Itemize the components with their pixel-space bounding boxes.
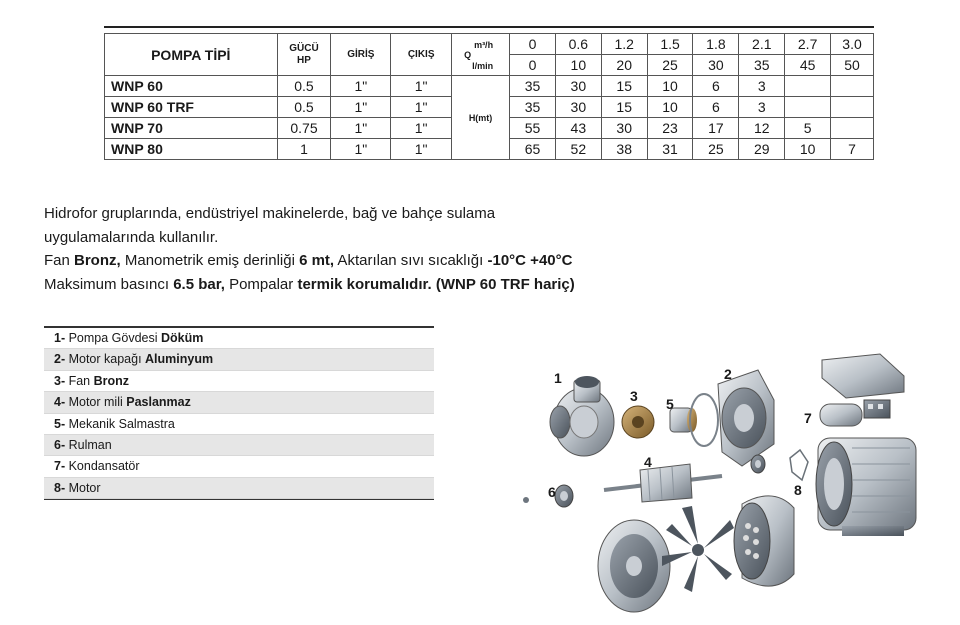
desc-bold: 6 mt,	[299, 252, 335, 269]
desc-bold: termik korumalıdır.	[297, 275, 432, 293]
head-value: 30	[601, 118, 647, 139]
part-number: 8-	[54, 480, 66, 495]
gasket-part	[790, 450, 808, 480]
cooling-fan-part	[662, 506, 734, 592]
fan-cover-part	[734, 496, 794, 586]
pump-exploded-view	[512, 340, 932, 620]
head-value: 10	[785, 139, 831, 160]
part-material: Aluminyum	[145, 352, 214, 367]
desc-text: Pompalar	[224, 275, 298, 293]
head-value: 25	[693, 139, 739, 160]
part-name: Pompa Gövdesi	[65, 331, 162, 345]
head-label: H(mt)	[452, 76, 510, 160]
outlet-value: 1"	[391, 97, 452, 118]
table-top-rule	[104, 26, 874, 28]
head-value: 17	[693, 118, 739, 139]
part-number: 2-	[54, 352, 66, 367]
header-inlet: GİRİŞ	[331, 34, 391, 76]
power-value: 0.5	[277, 97, 331, 118]
inlet-value: 1"	[331, 118, 391, 139]
head-value: 3	[739, 76, 785, 97]
head-value: 30	[555, 97, 601, 118]
desc-line-4	[44, 273, 575, 297]
pump-body-part	[550, 376, 614, 456]
head-value: 38	[601, 139, 647, 160]
header-outlet: ÇIKIŞ	[391, 34, 452, 76]
head-value: 29	[739, 139, 785, 160]
header-flow-units	[452, 34, 510, 76]
rotor-shaft-part	[604, 464, 722, 502]
flow-lmin-cell: 25	[647, 55, 693, 76]
list-item	[44, 414, 434, 435]
desc-bold: (WNP 60 TRF hariç)	[431, 275, 575, 293]
part-name: Motor mili	[65, 395, 127, 410]
flow-lmin-cell: 45	[785, 55, 831, 76]
desc-line-2: uygulamalarında kullanılır.	[44, 228, 219, 246]
part-name: Mekanik Salmastra	[65, 416, 175, 431]
head-value: 15	[601, 97, 647, 118]
motor-housing-part	[816, 438, 916, 536]
flow-m3h-cell: 1.5	[647, 34, 693, 55]
desc-text: Manometrik emiş derinliği	[120, 252, 300, 269]
model-name: WNP 60 TRF	[105, 97, 278, 118]
head-value: 43	[555, 118, 601, 139]
desc-text: Maksimum basıncı	[44, 275, 174, 293]
desc-bold: 6.5 bar,	[173, 275, 225, 293]
part-material: Döküm	[161, 331, 204, 345]
flow-symbol-q: Q	[464, 49, 472, 60]
part-number: 3-	[54, 373, 66, 388]
part-material: Paslanmaz	[126, 395, 191, 410]
head-value: 3	[739, 97, 785, 118]
head-value	[785, 76, 831, 97]
head-value: 10	[647, 76, 693, 97]
head-value: 23	[647, 118, 693, 139]
list-item	[44, 349, 434, 370]
power-value: 0.75	[277, 118, 331, 139]
flow-lmin-cell: 30	[693, 55, 739, 76]
spec-table	[104, 33, 874, 160]
flow-m3h-cell: 2.1	[739, 34, 785, 55]
bearing-part	[751, 455, 765, 473]
flow-m3h-cell: 1.8	[693, 34, 739, 55]
part-number: 5-	[54, 416, 66, 431]
part-number: 6-	[54, 437, 66, 452]
head-value: 5	[785, 118, 831, 139]
list-item	[44, 328, 434, 349]
part-label-6: 6	[548, 484, 556, 500]
terminal-box-cover-part	[822, 354, 904, 398]
model-name: WNP 80	[105, 139, 278, 160]
inlet-value: 1"	[331, 139, 391, 160]
flow-unit-lmin: l/min	[472, 60, 494, 71]
part-number: 1-	[54, 331, 66, 345]
head-value: 35	[510, 97, 556, 118]
head-value: 10	[647, 97, 693, 118]
power-value: 0.5	[277, 76, 331, 97]
model-name: WNP 70	[105, 118, 278, 139]
flow-m3h-cell: 2.7	[785, 34, 831, 55]
head-value: 65	[510, 139, 556, 160]
list-item	[44, 371, 434, 392]
flow-lmin-cell: 35	[739, 55, 785, 76]
head-value: 6	[693, 76, 739, 97]
part-label-3: 3	[630, 388, 638, 404]
outlet-value: 1"	[391, 139, 452, 160]
bearing-6-part	[555, 485, 573, 507]
head-value: 6	[693, 97, 739, 118]
inlet-value: 1"	[331, 76, 391, 97]
part-label-2: 2	[724, 366, 732, 382]
desc-line-1: Hidrofor gruplarında, endüstriyel makinelerde, bağ ve bahçe sulama	[44, 205, 496, 222]
flow-lmin-cell: 20	[601, 55, 647, 76]
part-label-7: 7	[804, 410, 812, 426]
part-label-1: 1	[554, 370, 562, 386]
power-value: 1	[277, 139, 331, 160]
part-name: Motor	[65, 480, 101, 495]
list-item	[44, 392, 434, 413]
desc-text: Aktarılan sıvı sıcaklığı	[334, 252, 488, 269]
part-name: Motor kapağı	[65, 352, 146, 367]
part-number: 7-	[54, 459, 66, 474]
table-row	[105, 76, 874, 97]
part-name: Rulman	[65, 437, 112, 452]
head-value	[785, 97, 831, 118]
list-item	[44, 435, 434, 456]
flow-lmin-cell: 50	[831, 55, 874, 76]
outlet-value: 1"	[391, 76, 452, 97]
list-item	[44, 478, 434, 499]
desc-bold: -10°C +40°C	[487, 252, 573, 269]
part-name: Fan	[65, 373, 94, 388]
rear-shield-part	[598, 520, 670, 612]
part-name: Kondansatör	[65, 459, 140, 474]
inlet-value: 1"	[331, 97, 391, 118]
impeller-part	[622, 406, 654, 438]
part-number: 4-	[54, 395, 66, 410]
flow-unit-m3h: m³/h	[474, 39, 494, 50]
parts-bottom-rule	[44, 499, 434, 500]
product-description	[44, 202, 575, 296]
head-value: 35	[510, 76, 556, 97]
capacitor-part	[820, 400, 890, 426]
head-value: 52	[555, 139, 601, 160]
desc-line-3	[44, 249, 575, 273]
part-label-8: 8	[794, 482, 802, 498]
head-value: 55	[510, 118, 556, 139]
flow-lmin-cell: 10	[555, 55, 601, 76]
head-value	[831, 97, 874, 118]
mechanical-seal-part	[670, 408, 697, 432]
flow-m3h-cell: 3.0	[831, 34, 874, 55]
desc-bold: Bronz,	[74, 252, 121, 269]
header-power	[277, 34, 331, 76]
flow-lmin-cell: 0	[510, 55, 556, 76]
head-value: 30	[555, 76, 601, 97]
header-power-line2: HP	[297, 54, 311, 66]
model-name: WNP 60	[105, 76, 278, 97]
header-pump-type: POMPA TİPİ	[105, 34, 278, 76]
head-value: 7	[831, 139, 874, 160]
desc-text: Fan	[44, 252, 75, 269]
motor-cover-part	[718, 370, 774, 466]
parts-list	[44, 326, 434, 500]
head-value: 31	[647, 139, 693, 160]
part-material: Bronz	[93, 373, 130, 388]
head-value	[831, 76, 874, 97]
outlet-value: 1"	[391, 118, 452, 139]
exploded-view-drawing	[512, 340, 932, 620]
head-value: 15	[601, 76, 647, 97]
part-label-5: 5	[666, 396, 674, 412]
part-label-4: 4	[644, 454, 652, 470]
head-value: 12	[739, 118, 785, 139]
flow-m3h-cell: 0	[510, 34, 556, 55]
small-washer-part	[523, 497, 529, 503]
pump-spec-table	[104, 26, 874, 160]
head-value	[831, 118, 874, 139]
list-item	[44, 456, 434, 477]
flow-m3h-cell: 1.2	[601, 34, 647, 55]
header-power-line1: GÜCÜ	[289, 42, 319, 54]
flow-m3h-cell: 0.6	[555, 34, 601, 55]
